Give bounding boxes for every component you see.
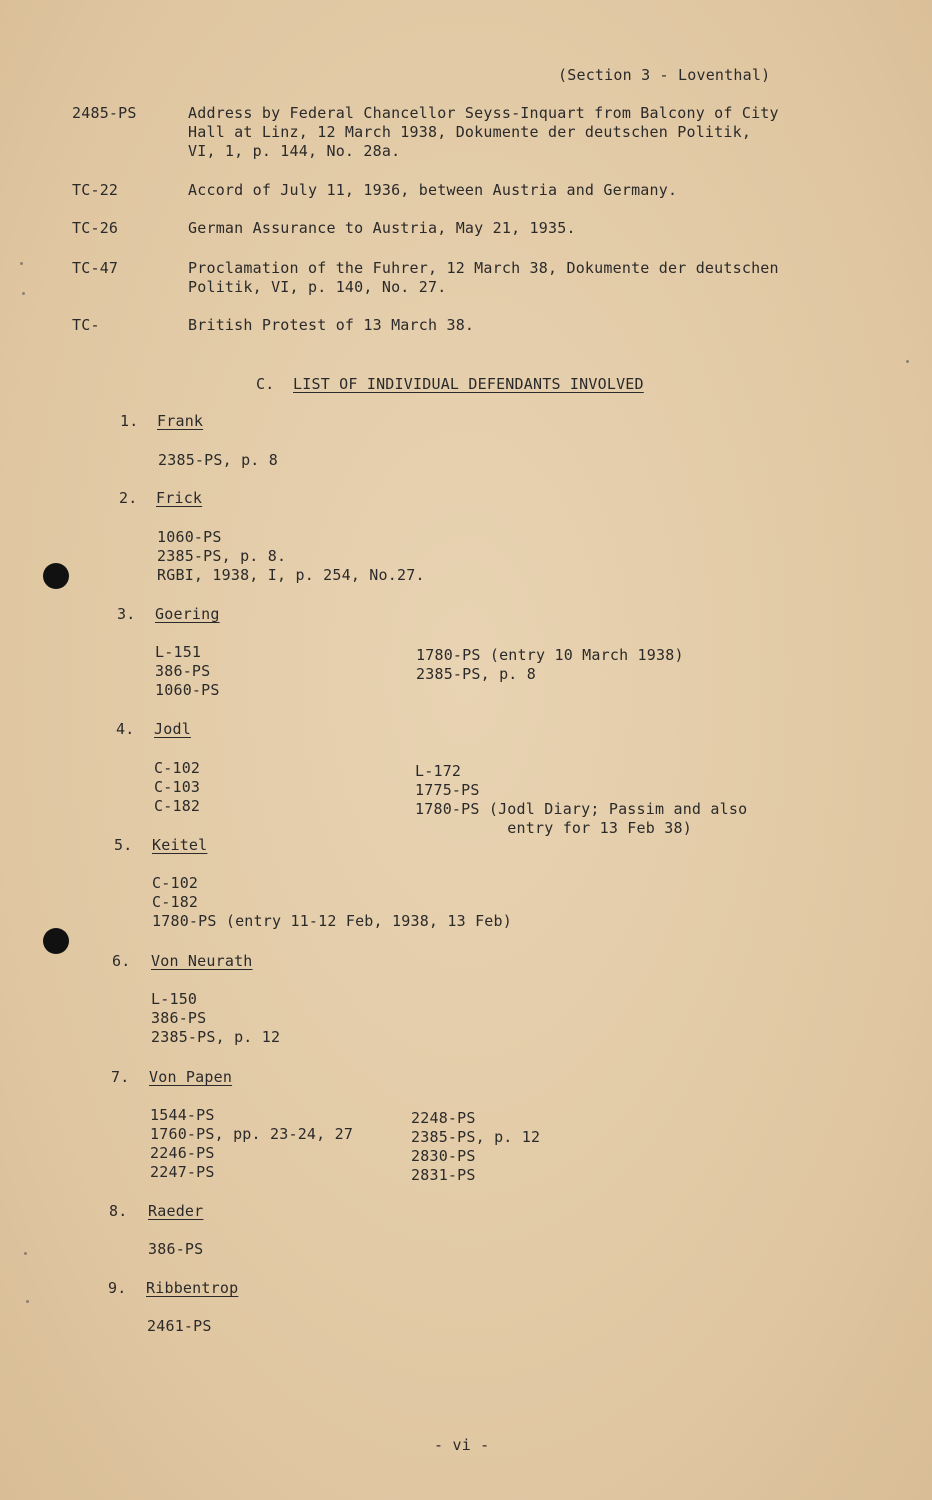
page-number: - vi - <box>434 1436 490 1454</box>
defendant-name: Keitel <box>152 836 208 854</box>
document-id: TC-26 <box>72 219 119 237</box>
section-c-label: C. <box>256 375 275 393</box>
punch-hole-lower <box>43 928 69 954</box>
defendant-name: Von Neurath <box>151 952 253 970</box>
punch-hole-upper <box>43 563 69 589</box>
exhibit-reference: 2246-PS <box>150 1144 215 1162</box>
document-id: TC-47 <box>72 259 119 277</box>
defendant-number: 3. <box>117 605 136 623</box>
exhibit-reference: 2385-PS, p. 8 <box>416 665 536 683</box>
document-id: TC-22 <box>72 181 119 199</box>
exhibit-reference: C-102 <box>152 874 199 892</box>
exhibit-reference: 1775-PS <box>415 781 480 799</box>
defendant-name: Von Papen <box>149 1068 233 1086</box>
defendant-number: 6. <box>112 952 131 970</box>
defendant-number: 7. <box>111 1068 130 1086</box>
exhibit-reference: 2461-PS <box>147 1317 212 1335</box>
exhibit-reference: 1780-PS (entry 10 March 1938) <box>416 646 684 664</box>
exhibit-reference: 2385-PS, p. 12 <box>151 1028 281 1046</box>
document-description-line: Politik, VI, p. 140, No. 27. <box>188 278 447 296</box>
document-description-line: Hall at Linz, 12 March 1938, Dokumente der deutschen Politik, <box>188 123 752 141</box>
document-description-line: Proclamation of the Fuhrer, 12 March 38, Dokumente der deutschen <box>188 259 779 277</box>
defendant-number: 5. <box>114 836 133 854</box>
defendant-name: Jodl <box>154 720 191 738</box>
document-description-line: Address by Federal Chancellor Seyss-Inquart from Balcony of City <box>188 104 779 122</box>
exhibit-reference: 2385-PS, p. 8. <box>157 547 287 565</box>
exhibit-reference: L-150 <box>151 990 198 1008</box>
section-c-title: LIST OF INDIVIDUAL DEFENDANTS INVOLVED <box>293 375 644 393</box>
defendant-name: Goering <box>155 605 220 623</box>
exhibit-reference: 386-PS <box>155 662 211 680</box>
exhibit-reference: 2830-PS <box>411 1147 476 1165</box>
exhibit-reference: RGBI, 1938, I, p. 254, No.27. <box>157 566 425 584</box>
defendant-number: 8. <box>109 1202 128 1220</box>
exhibit-reference: L-172 <box>415 762 462 780</box>
defendant-name: Frick <box>156 489 203 507</box>
paper-speck <box>20 262 23 265</box>
exhibit-reference: C-182 <box>152 893 199 911</box>
exhibit-reference: L-151 <box>155 643 202 661</box>
document-description-line: Accord of July 11, 1936, between Austria and Germany. <box>188 181 678 199</box>
exhibit-reference: C-102 <box>154 759 201 777</box>
document-description-line: British Protest of 13 March 38. <box>188 316 475 334</box>
defendant-name: Raeder <box>148 1202 204 1220</box>
paper-speck <box>906 360 909 363</box>
exhibit-reference: 2831-PS <box>411 1166 476 1184</box>
exhibit-reference: 1060-PS <box>157 528 222 546</box>
exhibit-reference: 1780-PS (entry 11-12 Feb, 1938, 13 Feb) <box>152 912 512 930</box>
defendant-number: 9. <box>108 1279 127 1297</box>
exhibit-reference: C-182 <box>154 797 201 815</box>
document-id: TC- <box>72 316 100 334</box>
defendant-number: 4. <box>116 720 135 738</box>
paper-speck <box>26 1300 29 1303</box>
exhibit-reference: C-103 <box>154 778 201 796</box>
paper-speck <box>24 1252 27 1255</box>
exhibit-reference: 1544-PS <box>150 1106 215 1124</box>
defendant-name: Frank <box>157 412 204 430</box>
exhibit-reference: 1060-PS <box>155 681 220 699</box>
defendant-name: Ribbentrop <box>146 1279 239 1297</box>
defendant-number: 2. <box>119 489 138 507</box>
exhibit-reference: 386-PS <box>148 1240 204 1258</box>
section-header: (Section 3 - Loventhal) <box>558 66 771 84</box>
exhibit-reference: 1780-PS (Jodl Diary; Passim and also <box>415 800 748 818</box>
paper-speck <box>22 292 25 295</box>
defendant-number: 1. <box>120 412 139 430</box>
exhibit-reference: 1760-PS, pp. 23-24, 27 <box>150 1125 354 1143</box>
document-description-line: German Assurance to Austria, May 21, 1935. <box>188 219 576 237</box>
exhibit-reference: 2248-PS <box>411 1109 476 1127</box>
exhibit-reference: 386-PS <box>151 1009 207 1027</box>
exhibit-reference: 2247-PS <box>150 1163 215 1181</box>
exhibit-reference: 2385-PS, p. 8 <box>158 451 278 469</box>
document-id: 2485-PS <box>72 104 137 122</box>
exhibit-reference: 2385-PS, p. 12 <box>411 1128 541 1146</box>
exhibit-reference: entry for 13 Feb 38) <box>415 819 692 837</box>
document-description-line: VI, 1, p. 144, No. 28a. <box>188 142 401 160</box>
